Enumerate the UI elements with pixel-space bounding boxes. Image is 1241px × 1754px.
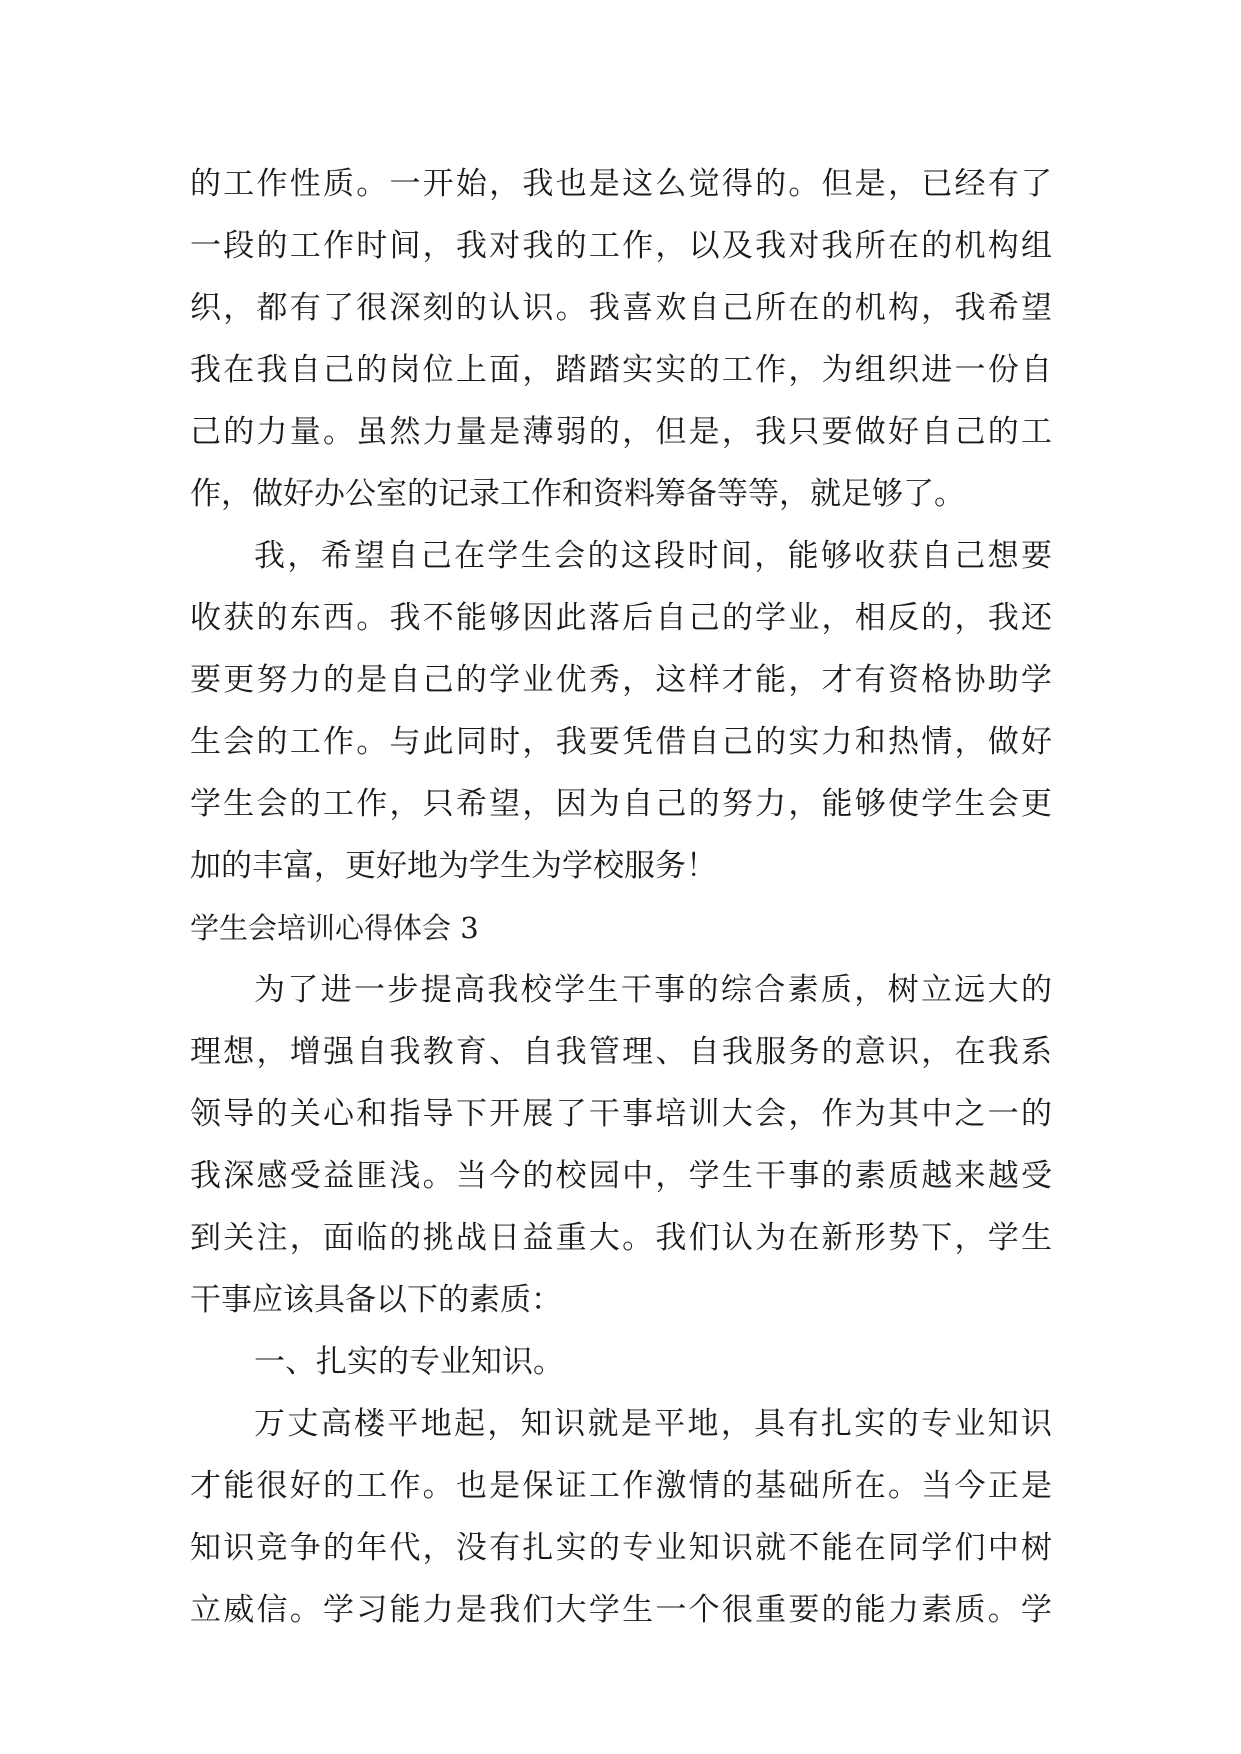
text-line: 才能很好的工作。也是保证工作激情的基础所在。当今正是 xyxy=(190,1468,1052,1504)
text-line: 领导的关心和指导下开展了干事培训大会，作为其中之一的 xyxy=(190,1096,1052,1132)
text-line: 立威信。学习能力是我们大学生一个很重要的能力素质。学 xyxy=(190,1592,1052,1628)
text-line: 收获的东西。我不能够因此落后自己的学业，相反的，我还 xyxy=(190,600,1052,636)
text-line: 万丈高楼平地起，知识就是平地，具有扎实的专业知识 xyxy=(254,1406,1052,1442)
text-line: 学生会的工作，只希望，因为自己的努力，能够使学生会更 xyxy=(190,786,1052,822)
text-line: 加的丰富，更好地为学生为学校服务！ xyxy=(190,848,717,884)
text-line: 到关注，面临的挑战日益重大。我们认为在新形势下，学生 xyxy=(190,1220,1052,1256)
text-line: 一段的工作时间，我对我的工作，以及我对我所在的机构组 xyxy=(190,228,1052,264)
text-line: 知识竞争的年代，没有扎实的专业知识就不能在同学们中树 xyxy=(190,1530,1052,1566)
text-line: 为了进一步提高我校学生干事的综合素质，树立远大的 xyxy=(254,972,1052,1008)
text-line: 己的力量。虽然力量是薄弱的，但是，我只要做好自己的工 xyxy=(190,414,1052,450)
document-body xyxy=(190,153,1052,1641)
text-line: 的工作性质。一开始，我也是这么觉得的。但是，已经有了 xyxy=(190,166,1052,202)
section-heading: 学生会培训心得体会 3 xyxy=(190,911,479,945)
text-line: 织，都有了很深刻的认识。我喜欢自己所在的机构，我希望 xyxy=(190,290,1052,326)
text-line: 我深感受益匪浅。当今的校园中，学生干事的素质越来越受 xyxy=(190,1158,1052,1194)
text-line: 我，希望自己在学生会的这段时间，能够收获自己想要 xyxy=(254,538,1052,574)
text-line: 生会的工作。与此同时，我要凭借自己的实力和热情，做好 xyxy=(190,724,1052,760)
text-line: 我在我自己的岗位上面，踏踏实实的工作，为组织进一份自 xyxy=(190,352,1052,388)
text-line: 理想，增强自我教育、自我管理、自我服务的意识，在我系 xyxy=(190,1034,1052,1070)
text-line: 干事应该具备以下的素质： xyxy=(190,1282,562,1318)
text-line: 一、扎实的专业知识。 xyxy=(254,1344,564,1380)
text-line: 要更努力的是自己的学业优秀，这样才能，才有资格协助学 xyxy=(190,662,1052,698)
text-line: 作，做好办公室的记录工作和资料筹备等等，就足够了。 xyxy=(190,476,965,512)
